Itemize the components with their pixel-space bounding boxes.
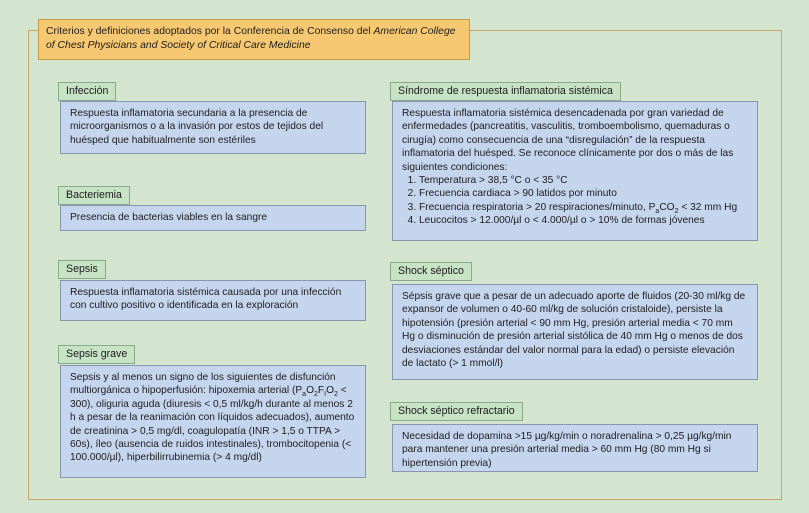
infeccion-label: Infección [58,82,116,101]
sepsis-body: Respuesta inflamatoria sistémica causada por una infección con cultivo positivo o identificada en la exploración [60,280,366,321]
sepsis-grave-label: Sepsis grave [58,345,135,364]
shock-body: Sépsis grave que a pesar de un adecuado aporte de fluidos (20-30 ml/kg de expansor de volumen o 40-60 ml/kg de solución cristaloide), persiste la hipotensión (presión arterial < 90 mm Hg, presión arterial media < 70 mm Hg o disminución de presión arterial sistólica de 40 mm Hg o menos de dos desviaciones estándar del valor normal para la edad) o persiste elevación de lactato (> 1 mmol/l) [392,284,758,380]
title-italic: American College of Chest Physicians and Society of Critical Care Medicine [46,26,456,51]
sris-list [402,174,748,228]
bacteriemia-label: Bacteriemia [58,186,130,205]
shock-refractario-body: Necesidad de dopamina >15 µg/kg/min o noradrenalina > 0,25 µg/kg/min para mantener una presión arterial media > 60 mm Hg (80 mm Hg si hipertensión previa) [392,424,758,472]
sub-2: 2 [314,391,318,399]
sris-label: Síndrome de respuesta inflamatoria sistémica [390,82,621,101]
sris-item-3-a: Frecuencia respiratoria > 20 respiraciones/minuto, P [419,201,656,213]
sepsis-grave-body [60,365,366,478]
infeccion-body: Respuesta inflamatoria secundaria a la presencia de microorganismos o a la invasión por estos de tejidos del huésped que habitualmente son estériles [60,101,366,154]
sris-text: Respuesta inflamatoria sistémica desencadenada por gran variedad de enfermedades (pancreatitis, vasculitis, tromboembolismo, quemaduras o cirugía) como consecuencia de una “disregulación” de la respuesta inflamatoria del huésped. Se reconoce clínicamente por dos o más de las siguientes condiciones: [402,108,734,173]
bacteriemia-body: Presencia de bacterias viables en la sangre [60,205,366,231]
sub-i: I [324,391,327,399]
mid-o: O [306,385,315,397]
table-title [38,19,470,60]
sris-co: CO [659,201,675,213]
sepsis-label: Sepsis [58,260,106,279]
sris-item-3-b: < 32 mm Hg [678,201,738,213]
sris-item-4: 4. Leucocitos > 12.000/µl o < 4.000/µl o > 10% de formas jóvenes [419,214,748,227]
sris-sub-a: a [655,207,660,215]
sub-a: a [302,391,307,399]
shock-refractario-label: Shock séptico refractario [390,402,523,421]
sris-item-2: 2. Frecuencia cardiaca > 90 latidos por minuto [419,187,748,200]
mid-o2: O [326,385,335,397]
title-prefix: Criterios y definiciones adoptados por la Conferencia de Consenso del [46,26,374,37]
sepsis-grave-text-a: Sepsis y al menos un signo de los siguientes de disfunción multiorgánica o hipoperfusión: hipoxemia arterial (P [70,372,336,397]
sris-item-3 [419,201,748,214]
sris-sub-2: 2 [674,207,679,215]
sris-body [392,101,758,241]
sub-2b: 2 [334,391,338,399]
shock-label: Shock séptico [390,262,472,281]
sris-item-1: 1. Temperatura > 38,5 °C o < 35 °C [419,174,748,187]
sepsis-grave-text-b: < 300), oliguria aguda (diuresis < 0,5 ml/kg/h durante al menos 2 h a pesar de la reanimación con líquidos adecuados), aumento de creatinina > 0,5 mg/dl, coagulopatía (INR > 1,5 o TTPA > 60s), íleo (ausencia de ruidos intestinales), trombocitopenia (< 100.000/µl), hiperbilirrubinemia (> 4 mg/dl) [70,385,355,464]
mid-f: F [317,385,325,397]
